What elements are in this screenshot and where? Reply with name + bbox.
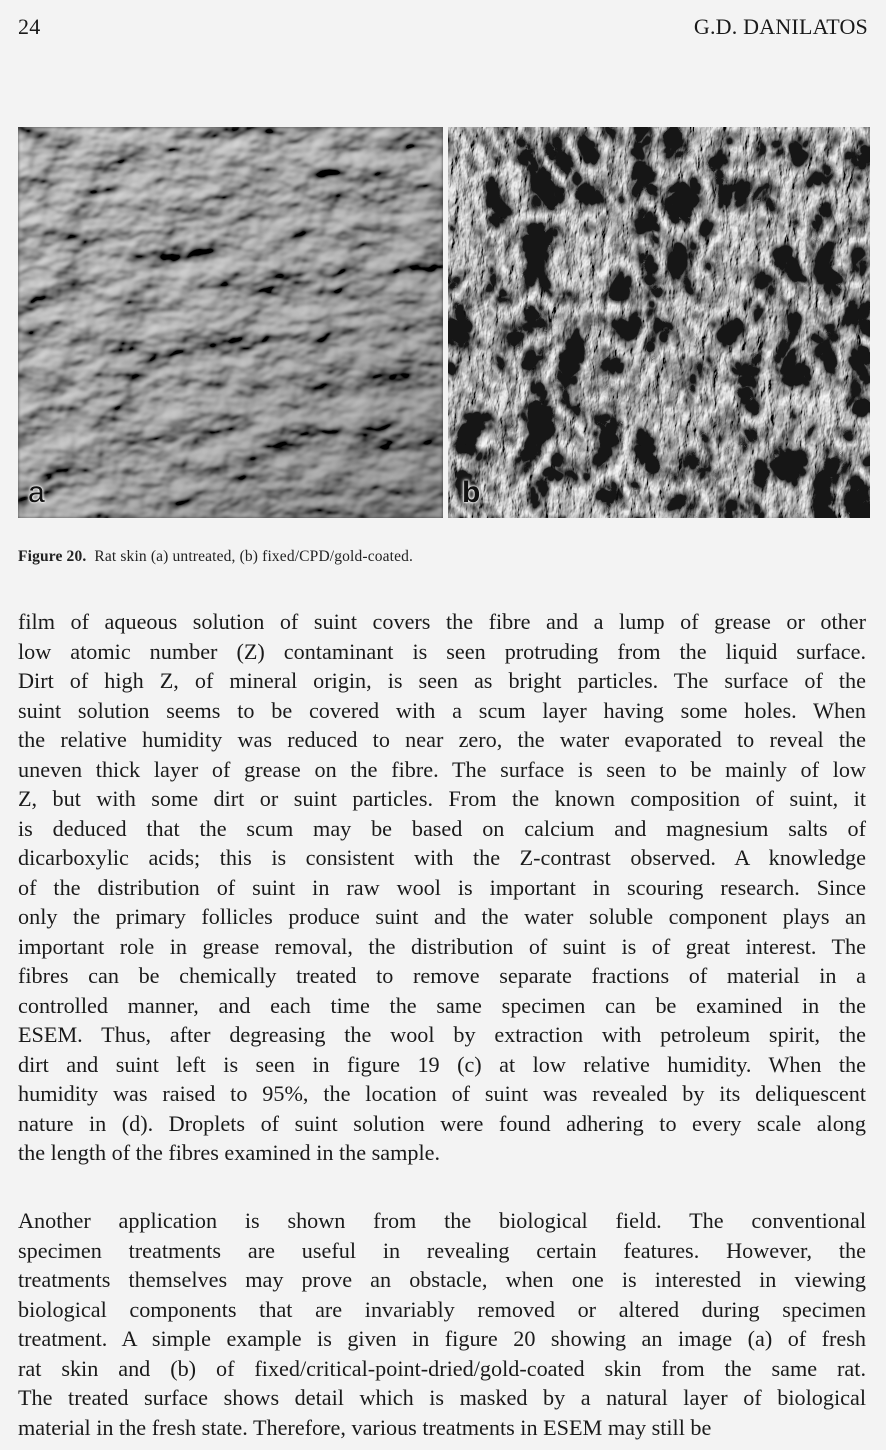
- text-line: specimen treatments are useful in revealing certain features. However, the: [18, 1237, 866, 1263]
- page-number: 24: [18, 14, 41, 39]
- text-line: is deduced that the scum may be based on calcium and magnesium salts of: [18, 815, 866, 841]
- text-line: film of aqueous solution of suint covers the fibre and a lump of grease or other: [18, 609, 866, 634]
- page-header: [18, 14, 868, 44]
- micrograph-a-image: [18, 127, 443, 518]
- panel-label-a: a: [28, 476, 45, 509]
- text-line: The treated surface shows detail which is masked by a natural layer of biological: [18, 1385, 866, 1410]
- text-line: humidity was raised to 95%, the location of suint was revealed by its deliquescent: [18, 1081, 866, 1106]
- text-line: suint solution seems to be covered with a scum layer having some holes. When: [18, 697, 866, 723]
- text-line: low atomic number (Z) contaminant is seen protruding from the liquid surface.: [18, 638, 866, 664]
- figure-20: [18, 127, 870, 518]
- text-line: the length of the fibres examined in the sample.: [18, 1140, 441, 1165]
- text-line: treatment. A simple example is given in figure 20 showing an image (a) of fresh: [18, 1326, 866, 1351]
- text-line: important role in grease removal, the distribution of suint is of great interest. The: [18, 933, 866, 959]
- micrograph-panel-b: [448, 127, 870, 518]
- figure-number: Figure 20.: [18, 548, 87, 565]
- text-line: the relative humidity was reduced to near zero, the water evaporated to reveal the: [18, 727, 866, 752]
- text-line: rat skin and (b) of fixed/critical-point-dried/gold-coated skin from the same rat.: [18, 1355, 866, 1381]
- text-line: Z, but with some dirt or suint particles. From the known composition of suint, it: [18, 786, 866, 811]
- text-line: dicarboxylic acids; this is consistent with the Z-contrast observed. A knowledge: [18, 845, 866, 870]
- panel-label-b: b: [462, 476, 481, 509]
- body-paragraph-1: [18, 607, 866, 1168]
- text-line: nature in (d). Droplets of suint solution were found adhering to every scale along: [18, 1110, 866, 1136]
- text-line: Another application is shown from the biological field. The conventional: [18, 1208, 866, 1233]
- body-paragraph-2: [18, 1206, 866, 1442]
- text-line: material in the fresh state. Therefore, various treatments in ESEM may still be: [18, 1414, 712, 1440]
- text-line: fibres can be chemically treated to remove separate fractions of material in a: [18, 963, 866, 988]
- text-line: Dirt of high Z, of mineral origin, is seen as bright particles. The surface of the: [18, 668, 866, 693]
- micrograph-panel-a: [18, 127, 443, 518]
- text-line: only the primary follicles produce suint and the water soluble component plays an: [18, 904, 866, 929]
- text-line: of the distribution of suint in raw wool is important in scouring research. Since: [18, 874, 866, 900]
- running-head: G.D. DANILATOS: [693, 14, 868, 39]
- text-line: treatments themselves may prove an obstacle, when one is interested in viewing: [18, 1267, 866, 1292]
- caption-text: Rat skin (a) untreated, (b) fixed/CPD/gold-coated.: [94, 548, 414, 565]
- text-line: uneven thick layer of grease on the fibre. The surface is seen to be mainly of low: [18, 756, 866, 782]
- micrograph-b-image: [448, 127, 870, 518]
- text-line: controlled manner, and each time the same specimen can be examined in the: [18, 992, 866, 1018]
- text-line: ESEM. Thus, after degreasing the wool by extraction with petroleum spirit, the: [18, 1022, 866, 1047]
- text-line: biological components that are invariably removed or altered during specimen: [18, 1296, 866, 1322]
- text-line: dirt and suint left is seen in figure 19 (c) at low relative humidity. When the: [18, 1051, 866, 1077]
- figure-caption: [18, 548, 413, 566]
